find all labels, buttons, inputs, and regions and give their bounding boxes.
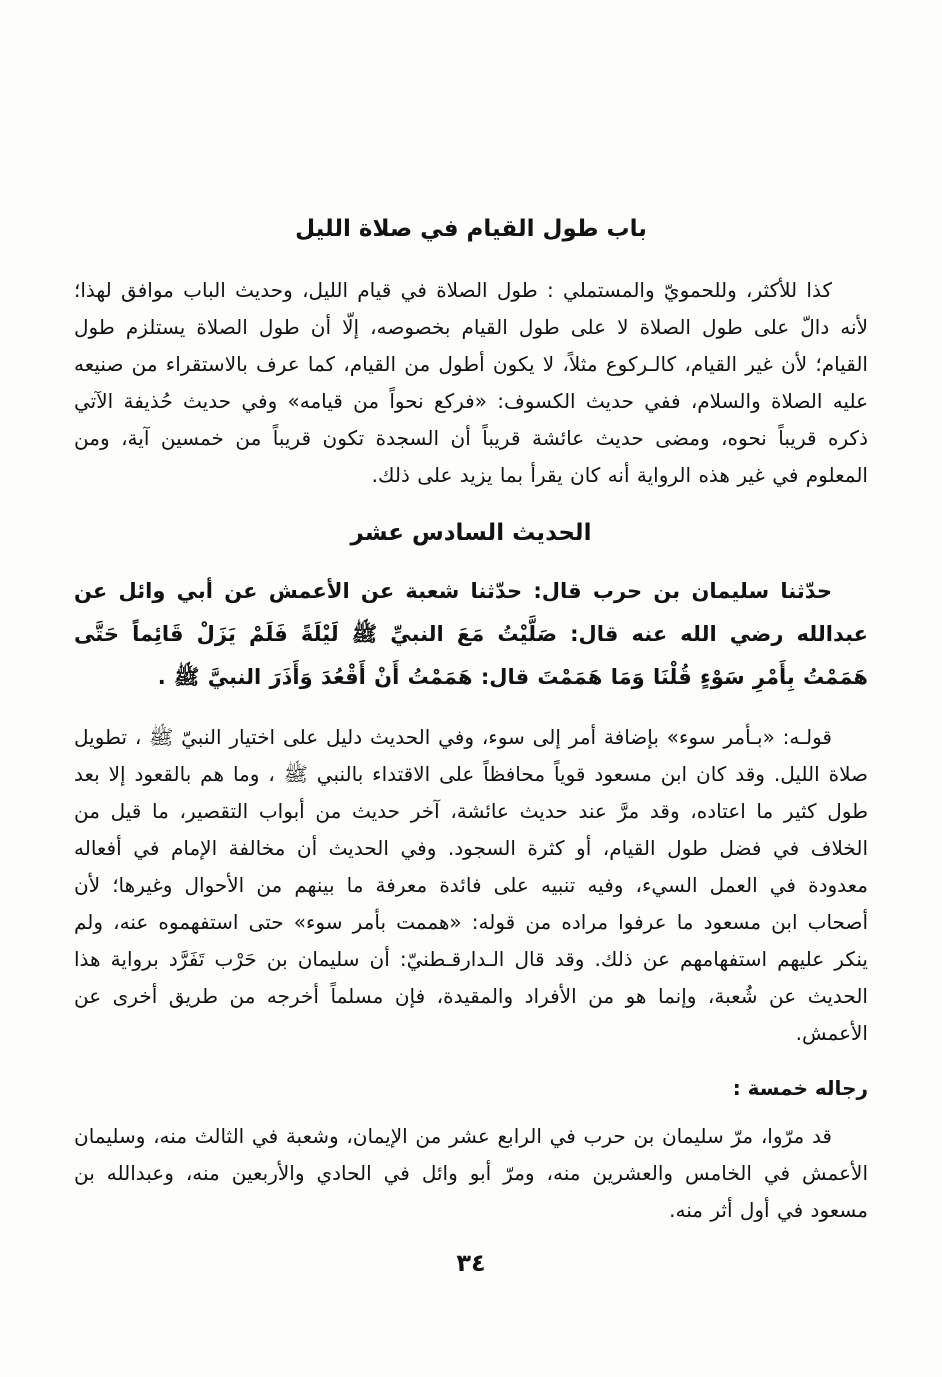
narrators-heading: رجاله خمسة : xyxy=(732,1076,868,1100)
commentary-paragraph: قولـه: «بـأمر سوء» بإضافة أمر إلى سوء، وفي الحديث دليل على اختيار النبيّ ﷺ ، تطويل صلاة الليل. وقد كان ابن مسعود قوياً محافظاً على الاقتداء بالنبي ﷺ ، وما هم بالقعود إلا بعد طول كثير ما اعتاده، وقد مرَّ عند حديث عائشة، آخر حديث من أبواب التقصير، ما قيل من الخلاف في فضل طول القيام، أو كثرة السجود. وفي الحديث أن مخالفة الإمام في أفعاله معدودة في العمل السيء، وفيه تنبيه على فائدة معرفة ما بينهم من الأحوال وغيرها؛ لأن أصحاب ابن مسعود ما عرفوا مراده من قوله: «هممت بأمر سوء» حتى استفهموه عنه، ولم ينكر عليهم استفهامهم عن ذلك. وقد قال الـدارقـطنيّ: أن سليمان بن حَرْب تَفَرَّد برواية هذا الحديث عن شُعبة، وإنما هو من الأفراد والمقيدة، فإن مسلماً أخرجه من طريق أخرى عن الأعمش. xyxy=(74,725,868,1045)
page-number: ٣٤ xyxy=(456,1249,486,1277)
hadith-text: حدّثنا سليمان بن حرب قال: حدّثنا شعبة عن الأعمش عن أبي وائل عن عبدالله رضي الله عنه قال: صَلَّيْتُ مَعَ النبيِّ ﷺ لَيْلَةً فَلَمْ يَزَلْ قَائِماً حَتَّى هَمَمْتُ بِأَمْرِ سَوْءٍ قُلْنَا وَمَا هَمَمْتَ قال: هَمَمْتُ أَنْ أَقْعُدَ وَأَذَرَ النبيَّ ﷺ . xyxy=(74,579,868,689)
narrators-paragraph: قد مرّوا، مرّ سليمان بن حرب في الرابع عشر من الإيمان، وشعبة في الثالث منه، وسليمان الأعمش في الخامس والعشرين منه، ومرّ أبو وائل في الحادي والأربعين منه، وعبدالله بن مسعود في أول أثر منه. xyxy=(74,1124,868,1222)
hadith-number-heading: الحديث السادس عشر xyxy=(350,520,592,546)
chapter-heading: باب طول القيام في صلاة الليل xyxy=(295,216,647,242)
intro-paragraph: كذا للأكثر، وللحمويّ والمستملي : طول الصلاة في قيام الليل، وحديث الباب موافق لهذا؛ لأنه دالّ على طول الصلاة لا على طول القيام بخصوصه، إلّا أن طول الصلاة يستلزم طول القيام؛ لأن غير القيام، كالـركوع مثلاً، لا يكون أطول من القيام، كما عرف بالاستقراء من صنيعه عليه الصلاة والسلام، ففي حديث الكسوف: «فركع نحواً من قيامه» وفي حديث حُذيفة الآتي ذكره قريباً نحوه، ومضى حديث عائشة قريباً أن السجدة تكون قريباً من خمسين آية، ومن المعلوم في غير هذه الرواية أنه كان يقرأ بما يزيد على ذلك. xyxy=(74,278,868,487)
